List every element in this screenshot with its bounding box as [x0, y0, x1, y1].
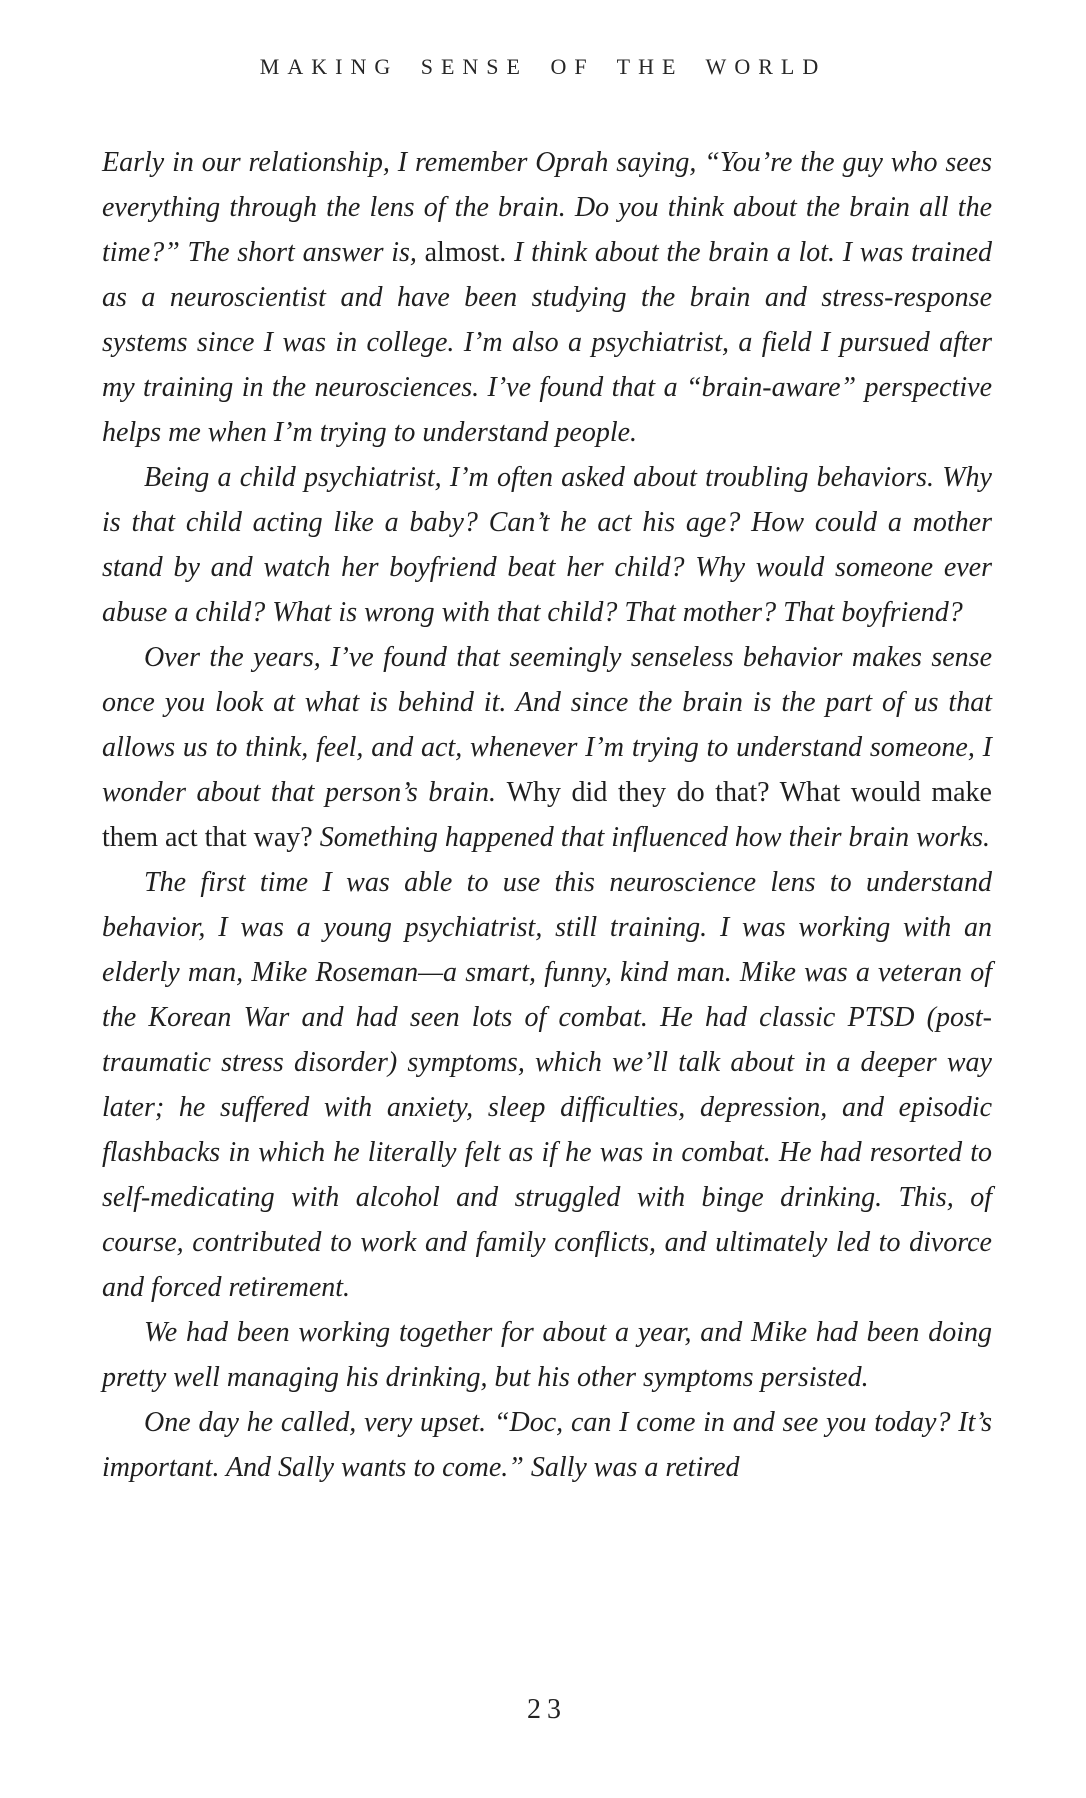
text-run-italic: Early in our relationship, I remember Oprah saying, “You’re the guy who sees everything through the lens of the brain. Do you think about the brain all the time?” The short answer is, [102, 147, 992, 268]
paragraph [102, 860, 992, 1310]
text-run-italic: We had been working together for about a year, and Mike had been doing pretty well managing his drinking, but his other symptoms persisted. [102, 1317, 992, 1393]
paragraph [102, 455, 992, 635]
running-head: MAKING SENSE OF THE WORLD [259, 54, 827, 79]
text-run-italic: Something happened that influenced how their brain works. [319, 822, 991, 853]
text-run-italic: One day he called, very upset. “Doc, can I come in and see you today? It’s important. And Sally wants to come.” Sally was a retired [102, 1407, 992, 1483]
text-run-roman: almost. [424, 237, 507, 268]
text-run-italic: The first time I was able to use this neuroscience lens to understand behavior, I was a young psychiatrist, still training. I was working with an elderly man, Mike Roseman—a smart, funny, kind man. Mike was a veteran of the Korean War and had seen lots of combat. He had classic PTSD (post-traumatic stress disorder) symptoms, which we’ll talk about in a deeper way later; he suffered with anxiety, sleep difficulties, depression, and episodic flashbacks in which he literally felt as if he was in combat. He had resorted to self-medicating with alcohol and struggled with binge drinking. This, of course, contributed to work and family conflicts, and ultimately led to divorce and forced retirement. [102, 867, 992, 1303]
text-run-italic: Over the years, I’ve found that seemingly senseless behavior makes sense once you look at what is behind it. And since the brain is the part of us that allows us to think, feel, and act, whenever I’m trying to understand someone, I wonder about that person’s brain. [102, 642, 992, 808]
text-run-italic: Being a child psychiatrist, I’m often asked about troubling behaviors. Why is that child acting like a baby? Can’t he act his age? How could a mother stand by and watch her boyfriend beat her child? Why would someone ever abuse a child? What is wrong with that child? That mother? That boyfriend? [102, 462, 992, 628]
paragraph [102, 635, 992, 860]
paragraph [102, 140, 992, 455]
text-run-roman: Why did they do that? What would make them act that way? [102, 777, 992, 853]
text-run-italic: I think about the brain a lot. I was trained as a neuroscientist and have been studying the brain and stress-response systems since I was in college. I’m also a psychiatrist, a field I pursued after my training in the neurosciences. I’ve found that a “brain-aware” perspective helps me when I’m trying to understand people. [102, 237, 992, 448]
body-text-block [102, 140, 992, 1490]
paragraph [102, 1310, 992, 1400]
paragraph [102, 1400, 992, 1490]
page-number: 23 [527, 1694, 567, 1725]
